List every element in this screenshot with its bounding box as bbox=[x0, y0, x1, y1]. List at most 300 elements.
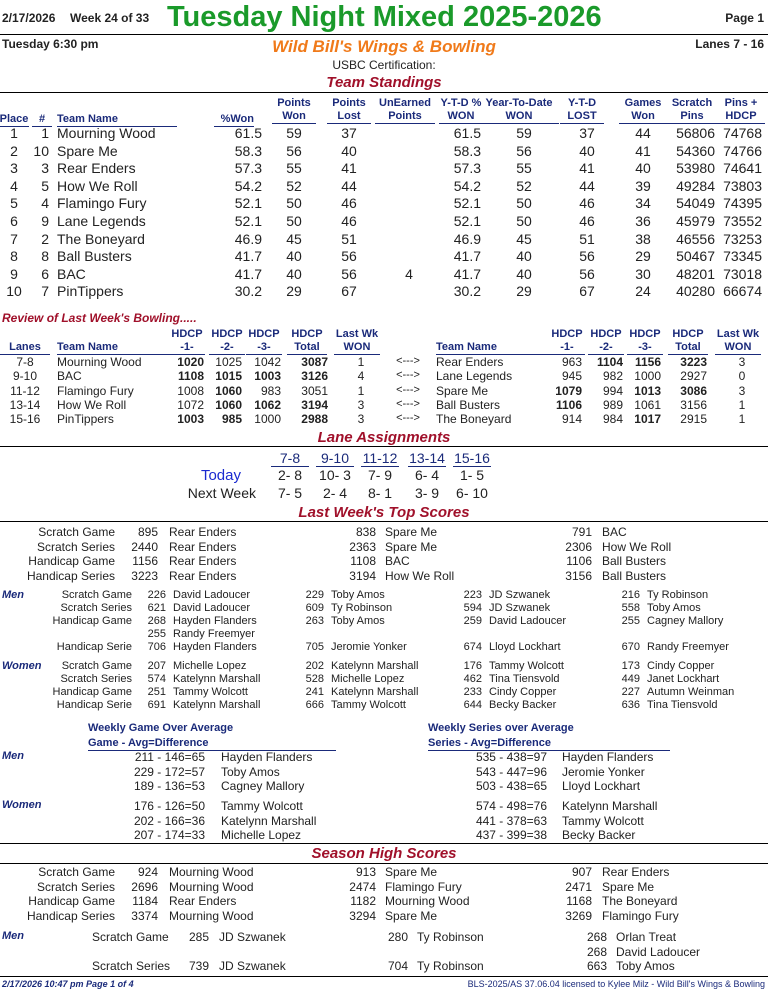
score: 2474 bbox=[349, 879, 376, 894]
bowler-name: Ty Robinson bbox=[331, 602, 393, 614]
score: 3223 bbox=[131, 568, 158, 583]
team-name: Rear Enders bbox=[169, 525, 237, 539]
review-cell: 1108 bbox=[177, 369, 204, 384]
standings-cell: 5 bbox=[10, 195, 18, 212]
game-over-average-subtitle: Game - Avg=Difference bbox=[88, 737, 336, 751]
score: 670 bbox=[621, 641, 640, 653]
bowler-name: Cindy Copper bbox=[489, 686, 557, 698]
score: 207 bbox=[147, 660, 166, 672]
score-difference: 176 - 126=50 bbox=[133, 799, 205, 813]
review-cell: 13-14 bbox=[9, 397, 41, 412]
standings-cell: 52 bbox=[286, 177, 302, 194]
bowler-name: Michelle Lopez bbox=[331, 673, 405, 685]
bowler-name: Michelle Lopez bbox=[173, 660, 247, 672]
bowler-name: JD Szwanek bbox=[489, 589, 551, 601]
review-cell: 2927 bbox=[680, 369, 707, 384]
standings-cell: 49284 bbox=[676, 177, 715, 194]
score: 528 bbox=[305, 673, 324, 685]
score: 2696 bbox=[131, 879, 158, 894]
team-name: Spare Me bbox=[57, 142, 118, 159]
week-label: Week 24 of 33 bbox=[70, 11, 150, 25]
standings-cell: 1 bbox=[10, 125, 18, 141]
bowler-name: Katelynn Marshall bbox=[562, 799, 658, 813]
column-header: Points Lost bbox=[327, 97, 371, 124]
bowler-name: Tammy Wolcott bbox=[331, 699, 406, 711]
standings-cell: 67 bbox=[579, 283, 595, 300]
column-header: HDCP -1- bbox=[169, 328, 205, 355]
bowler-name: Autumn Weinman bbox=[647, 686, 735, 698]
standings-cell: 55 bbox=[516, 160, 532, 177]
score-difference: 503 - 438=65 bbox=[475, 779, 547, 793]
standings-cell: 30.2 bbox=[234, 283, 262, 300]
standings-cell: 10 bbox=[6, 283, 22, 300]
today-pairing: 6- 4 bbox=[414, 467, 440, 483]
bowler-name: Toby Amos bbox=[331, 589, 385, 601]
bowler-name: Hayden Flanders bbox=[221, 750, 313, 764]
category-label: Scratch Series bbox=[60, 673, 132, 685]
column-header: UnEarned Points bbox=[375, 97, 435, 124]
versus-marker: <---> bbox=[396, 355, 420, 367]
score: 255 bbox=[621, 615, 640, 627]
bowler-name: Toby Amos bbox=[616, 959, 675, 973]
standings-cell: 53980 bbox=[676, 160, 715, 177]
standings-cell: 61.5 bbox=[234, 125, 262, 141]
review-cell: 9-10 bbox=[12, 369, 38, 384]
divider bbox=[0, 843, 768, 844]
divider bbox=[0, 521, 768, 522]
team-name: Lane Legends bbox=[57, 213, 146, 229]
standings-cell: 50 bbox=[286, 195, 302, 212]
next-week-label: Next Week bbox=[187, 485, 256, 501]
bowler-name: David Ladoucer bbox=[173, 589, 251, 601]
standings-cell: 30.2 bbox=[453, 283, 481, 300]
next-week-pairing: 8- 1 bbox=[367, 485, 393, 501]
page-number: Page 1 bbox=[725, 11, 764, 25]
standings-cell: 58.3 bbox=[234, 142, 262, 159]
review-cell: 1042 bbox=[254, 355, 281, 369]
review-cell: 2915 bbox=[680, 412, 707, 427]
score: 216 bbox=[621, 589, 640, 601]
standings-cell: 29 bbox=[516, 283, 532, 300]
standings-cell: 45979 bbox=[676, 213, 715, 229]
bowler-name: Tina Tiensvold bbox=[489, 673, 560, 685]
standings-cell: 44 bbox=[635, 125, 651, 141]
review-cell: 945 bbox=[561, 369, 582, 384]
standings-cell: 36 bbox=[635, 213, 651, 229]
versus-marker: <---> bbox=[396, 412, 420, 425]
today-label: Today bbox=[200, 467, 241, 484]
bowler-name: Katelynn Marshall bbox=[173, 673, 261, 685]
standings-cell: 54.2 bbox=[453, 177, 481, 194]
standings-cell: 50467 bbox=[676, 248, 715, 265]
standings-cell: 40280 bbox=[676, 283, 715, 300]
standings-cell: 52.1 bbox=[234, 213, 262, 229]
bowler-name: Toby Amos bbox=[221, 764, 280, 779]
versus-marker: <---> bbox=[396, 369, 420, 382]
standings-cell: 8 bbox=[10, 248, 18, 265]
score-difference: 229 - 172=57 bbox=[133, 764, 205, 779]
team-name: Mourning Wood bbox=[169, 908, 254, 923]
standings-cell: 40 bbox=[516, 248, 532, 265]
review-cell: 1060 bbox=[215, 383, 242, 398]
bowler-name: Lloyd Lockhart bbox=[562, 779, 641, 793]
column-header: Y-T-D LOST bbox=[560, 97, 604, 124]
score: 1108 bbox=[350, 554, 376, 568]
standings-cell: 38 bbox=[635, 230, 651, 247]
standings-cell: 4 bbox=[405, 265, 413, 282]
category-label: Scratch Game bbox=[92, 930, 169, 944]
score: 227 bbox=[621, 686, 640, 698]
bowler-name: Cagney Mallory bbox=[647, 615, 724, 627]
team-name: Mourning Wood bbox=[169, 865, 254, 879]
bowler-name: Tammy Wolcott bbox=[173, 686, 248, 698]
score-difference: 535 - 438=97 bbox=[475, 750, 547, 764]
score: 173 bbox=[621, 660, 640, 672]
score: 251 bbox=[147, 686, 166, 698]
bowler-name: Jeromie Yonker bbox=[562, 764, 645, 779]
score-difference: 211 - 146=65 bbox=[134, 750, 205, 764]
score: 2471 bbox=[565, 879, 592, 894]
page-title: Tuesday Night Mixed 2025-2026 bbox=[167, 1, 602, 33]
score: 3156 bbox=[565, 568, 592, 583]
review-cell: 4 bbox=[357, 369, 365, 384]
score: 674 bbox=[463, 641, 482, 653]
review-title: Review of Last Week's Bowling..... bbox=[2, 311, 197, 325]
season-high-title: Season High Scores bbox=[311, 845, 457, 862]
score: 233 bbox=[463, 686, 482, 698]
standings-cell: 9 bbox=[41, 213, 49, 229]
score: 924 bbox=[137, 865, 158, 879]
standings-cell: 56 bbox=[516, 142, 532, 159]
category-label: Scratch Game bbox=[38, 865, 115, 879]
bowler-name: Randy Freemyer bbox=[173, 628, 255, 640]
category-label: Scratch Series bbox=[92, 959, 171, 973]
team-name: How We Roll bbox=[57, 397, 127, 412]
score: 636 bbox=[621, 699, 640, 711]
column-header: Year-To-Date WON bbox=[479, 97, 559, 124]
score: 462 bbox=[463, 673, 482, 685]
men-label: Men bbox=[2, 930, 24, 942]
standings-cell: 55 bbox=[286, 160, 302, 177]
team-name: Spare Me bbox=[602, 879, 655, 894]
standings-cell: 67 bbox=[341, 283, 357, 300]
divider bbox=[0, 976, 768, 977]
team-name: Rear Enders bbox=[169, 894, 237, 908]
women-label: Women bbox=[2, 799, 42, 811]
score: 609 bbox=[305, 602, 324, 614]
review-cell: 7-8 bbox=[16, 355, 34, 369]
category-label: Scratch Series bbox=[60, 602, 132, 614]
review-cell: 1 bbox=[357, 355, 365, 369]
versus-marker: <---> bbox=[396, 383, 420, 396]
standings-cell: 48201 bbox=[676, 265, 715, 282]
day-time: Tuesday 6:30 pm bbox=[2, 37, 99, 51]
review-cell: 983 bbox=[260, 383, 281, 398]
today-pairing: 10- 3 bbox=[319, 467, 351, 483]
review-cell: 994 bbox=[602, 383, 623, 398]
review-cell: 1013 bbox=[634, 383, 661, 398]
score: 663 bbox=[586, 959, 607, 973]
standings-cell: 52.1 bbox=[453, 195, 481, 212]
standings-cell: 9 bbox=[10, 265, 18, 282]
review-cell: 1062 bbox=[254, 397, 281, 412]
standings-cell: 40 bbox=[579, 142, 595, 159]
footer-timestamp: 2/17/2026 10:47 pm Page 1 of 4 bbox=[2, 979, 134, 989]
category-label: Handicap Serie bbox=[56, 641, 132, 653]
bowler-name: David Ladoucer bbox=[173, 602, 251, 614]
bowler-name: JD Szwanek bbox=[219, 930, 286, 944]
score: 229 bbox=[305, 589, 324, 601]
column-header: Team Name bbox=[57, 341, 177, 355]
team-name: Rear Enders bbox=[169, 568, 237, 583]
column-header: Lanes bbox=[0, 341, 50, 355]
score: 644 bbox=[463, 699, 482, 711]
standings-cell: 54049 bbox=[676, 195, 715, 212]
standings-cell: 44 bbox=[579, 177, 595, 194]
column-header: HDCP -3- bbox=[627, 328, 663, 355]
bowler-name: Ty Robinson bbox=[417, 959, 484, 973]
score: 3294 bbox=[349, 908, 376, 923]
game-over-average-title: Weekly Game Over Average bbox=[88, 722, 234, 734]
column-header: Last Wk WON bbox=[335, 328, 379, 353]
team-name: PinTippers bbox=[57, 283, 124, 300]
score: 263 bbox=[305, 615, 324, 627]
bowler-name: Orlan Treat bbox=[616, 930, 677, 944]
standings-cell: 73803 bbox=[723, 177, 762, 194]
standings-cell: 40 bbox=[286, 248, 302, 265]
category-label: Handicap Serie bbox=[56, 699, 132, 711]
score: 176 bbox=[463, 660, 482, 672]
series-over-average-subtitle: Series - Avg=Difference bbox=[428, 737, 670, 751]
standings-cell: 46 bbox=[579, 213, 595, 229]
score-difference: 441 - 378=63 bbox=[475, 813, 547, 828]
standings-cell: 4 bbox=[10, 177, 18, 194]
category-label: Handicap Game bbox=[52, 615, 132, 627]
score-difference: 207 - 174=33 bbox=[133, 828, 205, 842]
column-header: Last Wk WON bbox=[716, 328, 760, 353]
category-label: Scratch Game bbox=[61, 660, 132, 672]
review-cell: 963 bbox=[561, 355, 582, 369]
column-header: # bbox=[32, 113, 52, 127]
team-name: Spare Me bbox=[385, 908, 438, 923]
review-cell: 3223 bbox=[680, 355, 707, 369]
standings-cell: 52.1 bbox=[234, 195, 262, 212]
review-cell: 1003 bbox=[177, 412, 204, 427]
versus-marker: <---> bbox=[396, 397, 420, 410]
standings-cell: 39 bbox=[635, 177, 651, 194]
report-date: 2/17/2026 bbox=[2, 11, 56, 25]
standings-cell: 1 bbox=[41, 125, 49, 141]
score: 268 bbox=[147, 615, 166, 627]
bowler-name: Janet Lockhart bbox=[647, 673, 720, 685]
standings-cell: 56 bbox=[341, 248, 357, 265]
score: 280 bbox=[387, 930, 408, 944]
column-header: Pins + HDCP bbox=[717, 97, 765, 124]
usbc-certification: USBC Certification: bbox=[332, 58, 436, 72]
lane-header: 13-14 bbox=[409, 450, 445, 466]
next-week-pairing: 3- 9 bbox=[414, 485, 440, 501]
team-name: How We Roll bbox=[385, 568, 455, 583]
divider bbox=[0, 446, 768, 447]
standings-cell: 3 bbox=[10, 160, 18, 177]
team-name: Flamingo Fury bbox=[602, 908, 679, 923]
score: 449 bbox=[621, 673, 640, 685]
score: 558 bbox=[621, 602, 640, 614]
bowler-name: Toby Amos bbox=[331, 615, 385, 627]
team-name: Flamingo Fury bbox=[57, 383, 134, 398]
review-cell: 989 bbox=[602, 397, 623, 412]
standings-cell: 45 bbox=[516, 230, 532, 247]
standings-cell: 73018 bbox=[723, 265, 762, 282]
score: 241 bbox=[305, 686, 324, 698]
standings-cell: 41.7 bbox=[453, 248, 481, 265]
team-name: The Boneyard bbox=[436, 412, 512, 427]
bowler-name: David Ladoucer bbox=[489, 615, 567, 627]
score: 574 bbox=[147, 673, 166, 685]
standings-cell: 10 bbox=[33, 142, 49, 159]
bowler-name: Toby Amos bbox=[647, 602, 701, 614]
review-cell: 1 bbox=[738, 412, 746, 427]
standings-cell: 51 bbox=[341, 230, 357, 247]
score: 3374 bbox=[131, 908, 158, 923]
team-name: Ball Busters bbox=[602, 554, 667, 568]
standings-cell: 52.1 bbox=[453, 213, 481, 229]
column-header: Team Name bbox=[436, 341, 556, 355]
review-cell: 3 bbox=[738, 355, 746, 369]
score: 838 bbox=[355, 525, 376, 539]
standings-cell: 30 bbox=[635, 265, 651, 282]
standings-cell: 74395 bbox=[723, 195, 762, 212]
standings-cell: 6 bbox=[41, 265, 49, 282]
score: 913 bbox=[355, 865, 376, 879]
standings-cell: 56 bbox=[579, 248, 595, 265]
review-cell: 1079 bbox=[555, 383, 582, 398]
bowler-name: Katelynn Marshall bbox=[331, 660, 419, 672]
standings-cell: 40 bbox=[286, 265, 302, 282]
standings-cell: 61.5 bbox=[453, 125, 481, 141]
review-cell: 3 bbox=[357, 412, 365, 427]
standings-cell: 54.2 bbox=[234, 177, 262, 194]
next-week-pairing: 6- 10 bbox=[456, 485, 488, 501]
team-name: Rear Enders bbox=[602, 865, 670, 879]
standings-cell: 2 bbox=[10, 142, 18, 159]
score-difference: 574 - 498=76 bbox=[475, 799, 547, 813]
team-name: How We Roll bbox=[57, 177, 138, 194]
standings-cell: 37 bbox=[579, 125, 595, 141]
standings-cell: 46 bbox=[341, 195, 357, 212]
lane-header: 9-10 bbox=[316, 450, 354, 467]
bowler-name: Hayden Flanders bbox=[173, 641, 257, 653]
score: 2440 bbox=[131, 539, 158, 554]
review-cell: 3087 bbox=[301, 355, 328, 369]
bowler-name: Katelynn Marshall bbox=[331, 686, 419, 698]
team-name: Rear Enders bbox=[436, 355, 504, 369]
team-name: BAC bbox=[57, 265, 86, 282]
standings-cell: 74766 bbox=[723, 142, 762, 159]
lane-assignments-title: Lane Assignments bbox=[317, 429, 451, 446]
team-name: Mourning Wood bbox=[57, 125, 156, 141]
standings-cell: 59 bbox=[286, 125, 302, 141]
bowler-name: Hayden Flanders bbox=[173, 615, 257, 627]
score: 1168 bbox=[566, 894, 592, 908]
bowler-name: Randy Freemyer bbox=[647, 641, 729, 653]
score: 2363 bbox=[349, 539, 376, 554]
bowler-name: Michelle Lopez bbox=[221, 828, 302, 842]
score: 705 bbox=[305, 641, 324, 653]
standings-cell: 41 bbox=[579, 160, 595, 177]
bowler-name: Katelynn Marshall bbox=[221, 813, 317, 828]
lane-header: 11-12 bbox=[362, 450, 398, 466]
team-name: Mourning Wood bbox=[169, 879, 254, 894]
review-cell: 3 bbox=[357, 397, 365, 412]
standings-cell: 54360 bbox=[676, 142, 715, 159]
review-cell: 3086 bbox=[680, 383, 707, 398]
next-week-pairing: 7- 5 bbox=[277, 485, 303, 501]
review-cell: 985 bbox=[221, 412, 242, 427]
standings-cell: 40 bbox=[341, 142, 357, 159]
score: 706 bbox=[147, 641, 166, 653]
score-difference: 189 - 136=53 bbox=[133, 779, 205, 793]
lane-header: 15-16 bbox=[454, 450, 490, 466]
women-label: Women bbox=[2, 660, 42, 672]
review-cell: 1000 bbox=[634, 369, 661, 384]
standings-cell: 50 bbox=[516, 195, 532, 212]
score: 202 bbox=[305, 660, 324, 672]
standings-cell: 34 bbox=[635, 195, 651, 212]
next-week-pairing: 2- 4 bbox=[322, 485, 348, 501]
team-name: BAC bbox=[57, 369, 82, 384]
review-cell: 914 bbox=[561, 412, 582, 427]
score: 666 bbox=[305, 699, 324, 711]
category-label: Scratch Game bbox=[61, 589, 132, 601]
bowler-name: Tammy Wolcott bbox=[221, 799, 303, 813]
standings-cell: 56 bbox=[341, 265, 357, 282]
score: 3194 bbox=[349, 568, 376, 583]
score: 791 bbox=[571, 525, 592, 539]
series-over-average-title: Weekly Series over Average bbox=[428, 722, 574, 734]
review-cell: 1061 bbox=[634, 397, 661, 412]
score: 1106 bbox=[566, 554, 592, 568]
team-name: Spare Me bbox=[385, 525, 438, 539]
today-pairing: 2- 8 bbox=[277, 467, 303, 483]
team-name: The Boneyard bbox=[602, 894, 678, 908]
score: 259 bbox=[463, 615, 482, 627]
standings-cell: 46 bbox=[341, 213, 357, 229]
score-difference: 202 - 166=36 bbox=[133, 813, 205, 828]
standings-cell: 59 bbox=[516, 125, 532, 141]
review-cell: 984 bbox=[602, 412, 623, 427]
lane-header: 7-8 bbox=[271, 450, 309, 467]
score: 255 bbox=[147, 628, 166, 640]
team-name: Spare Me bbox=[436, 383, 489, 398]
column-header: HDCP Total bbox=[668, 328, 708, 355]
column-header: HDCP -2- bbox=[209, 328, 245, 355]
review-cell: 3194 bbox=[301, 397, 328, 412]
score: 223 bbox=[463, 589, 482, 601]
review-cell: 1000 bbox=[254, 412, 281, 427]
review-cell: 3156 bbox=[680, 397, 707, 412]
standings-cell: 8 bbox=[41, 248, 49, 265]
standings-cell: 29 bbox=[286, 283, 302, 300]
review-cell: 1106 bbox=[555, 397, 582, 412]
score: 3269 bbox=[565, 908, 592, 923]
score: 1156 bbox=[132, 554, 158, 568]
review-cell: 982 bbox=[602, 369, 623, 384]
score: 1182 bbox=[350, 894, 376, 908]
footer-license: BLS-2025/AS 37.06.04 licensed to Kylee Milz - Wild Bill's Wings & Bowling bbox=[467, 979, 765, 989]
team-name: How We Roll bbox=[602, 539, 672, 554]
standings-cell: 7 bbox=[10, 230, 18, 247]
